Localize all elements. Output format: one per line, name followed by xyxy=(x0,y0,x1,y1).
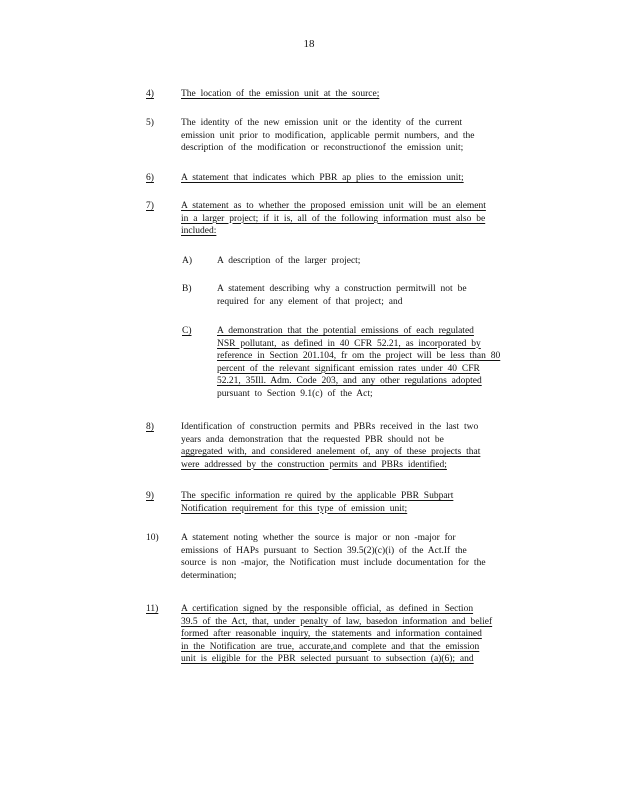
list-item-line: formed after reasonable inquiry, the statements and information contained xyxy=(181,629,482,639)
list-item-line: unit is eligible for the PBR selected pursuant to subsection (a)(6); and xyxy=(181,654,474,664)
list-item-text xyxy=(181,172,531,185)
list-item-text xyxy=(181,603,531,666)
list-item-line: emissions of HAPs pursuant to Section 39.5(2)(c)(i) of the Act.If the xyxy=(181,545,467,556)
list-item-line: The identity of the new emission unit or the identity of the current xyxy=(181,118,463,128)
list-item-line: The location of the emission unit at the source; xyxy=(181,89,380,99)
list-item-number: 7) xyxy=(146,201,154,211)
sub-item-line: A demonstration that the potential emissions of each regulated xyxy=(217,326,474,336)
list-item-line: determination; xyxy=(181,570,237,581)
list-item-number: 4) xyxy=(146,89,154,99)
list-item-text xyxy=(181,200,531,238)
page-number: 18 xyxy=(303,38,315,50)
sub-item-line: percent of the relevant significant emission rates under 40 CFR xyxy=(217,363,480,374)
sub-item-line: NSR pollutant, as defined in 40 CFR 52.21, as incorporated by xyxy=(217,338,481,349)
sub-item-text xyxy=(217,283,527,308)
list-item-line: in a larger project; if it is, all of the following information must also be xyxy=(181,213,486,224)
list-item-text xyxy=(181,421,531,471)
sub-item-line: 52.21, 35Ill. Adm. Code 203, and any other regulations adopted xyxy=(217,376,482,386)
list-item-line: A statement that indicates which PBR ap plies to the emission unit; xyxy=(181,173,464,183)
list-item-text xyxy=(181,490,531,515)
sub-item-line: pursuant to Section 9.1(c) of the Act; xyxy=(217,388,373,399)
list-item-text xyxy=(181,117,531,155)
list-item-line: Notification requirement for this type of emission unit; xyxy=(181,503,408,514)
list-item-line: in the Notification are true, accurate,and complete and that the emission xyxy=(181,641,480,652)
list-item-line: years anda demonstration that the requested PBR should not be xyxy=(181,434,444,445)
list-item-line: A statement as to whether the proposed emission unit will be an element xyxy=(181,201,486,211)
list-item-line: 39.5 of the Act, that, under penalty of law, basedon information and belief xyxy=(181,616,493,627)
list-item-text xyxy=(181,532,531,582)
list-item-line: description of the modification or reconstructionof the emission unit; xyxy=(181,143,464,153)
sub-item-line: required for any element of that project; and xyxy=(217,296,403,307)
list-item-line: were addressed by the construction permits and PBRs identified; xyxy=(181,459,447,470)
sub-item-line: reference in Section 201.104, fr om the project will be less than 80 xyxy=(217,351,501,361)
list-item-text xyxy=(181,88,531,101)
list-item-line: Identification of construction permits and PBRs received in the last two xyxy=(181,422,479,432)
sub-item-text xyxy=(217,325,527,400)
list-item-line: source is non -major, the Notification must include documentation for the xyxy=(181,558,486,568)
sub-item-number: C) xyxy=(182,326,192,336)
sub-item-text xyxy=(217,255,527,268)
list-item-number: 10) xyxy=(146,533,159,543)
sub-item-number: B) xyxy=(182,284,192,294)
list-item-line: A statement noting whether the source is major or non -major for xyxy=(181,533,456,543)
list-item-number: 11) xyxy=(146,604,159,614)
sub-item-number: A) xyxy=(182,256,193,266)
list-item-number: 6) xyxy=(146,173,154,183)
list-item-line: included: xyxy=(181,226,217,236)
list-item-line: aggregated with, and considered anelement of, any of these projects that xyxy=(181,447,481,457)
list-item-number: 9) xyxy=(146,491,154,501)
sub-item-line: A description of the larger project; xyxy=(217,256,361,266)
list-item-number: 5) xyxy=(146,118,154,128)
list-item-line: The specific information re quired by the applicable PBR Subpart xyxy=(181,491,454,501)
list-item-number: 8) xyxy=(146,422,154,432)
list-item-line: A certification signed by the responsible official, as defined in Section xyxy=(181,604,474,614)
sub-item-line: A statement describing why a construction permitwill not be xyxy=(217,284,467,294)
list-item-line: emission unit prior to modification, applicable permit numbers, and the xyxy=(181,130,475,141)
